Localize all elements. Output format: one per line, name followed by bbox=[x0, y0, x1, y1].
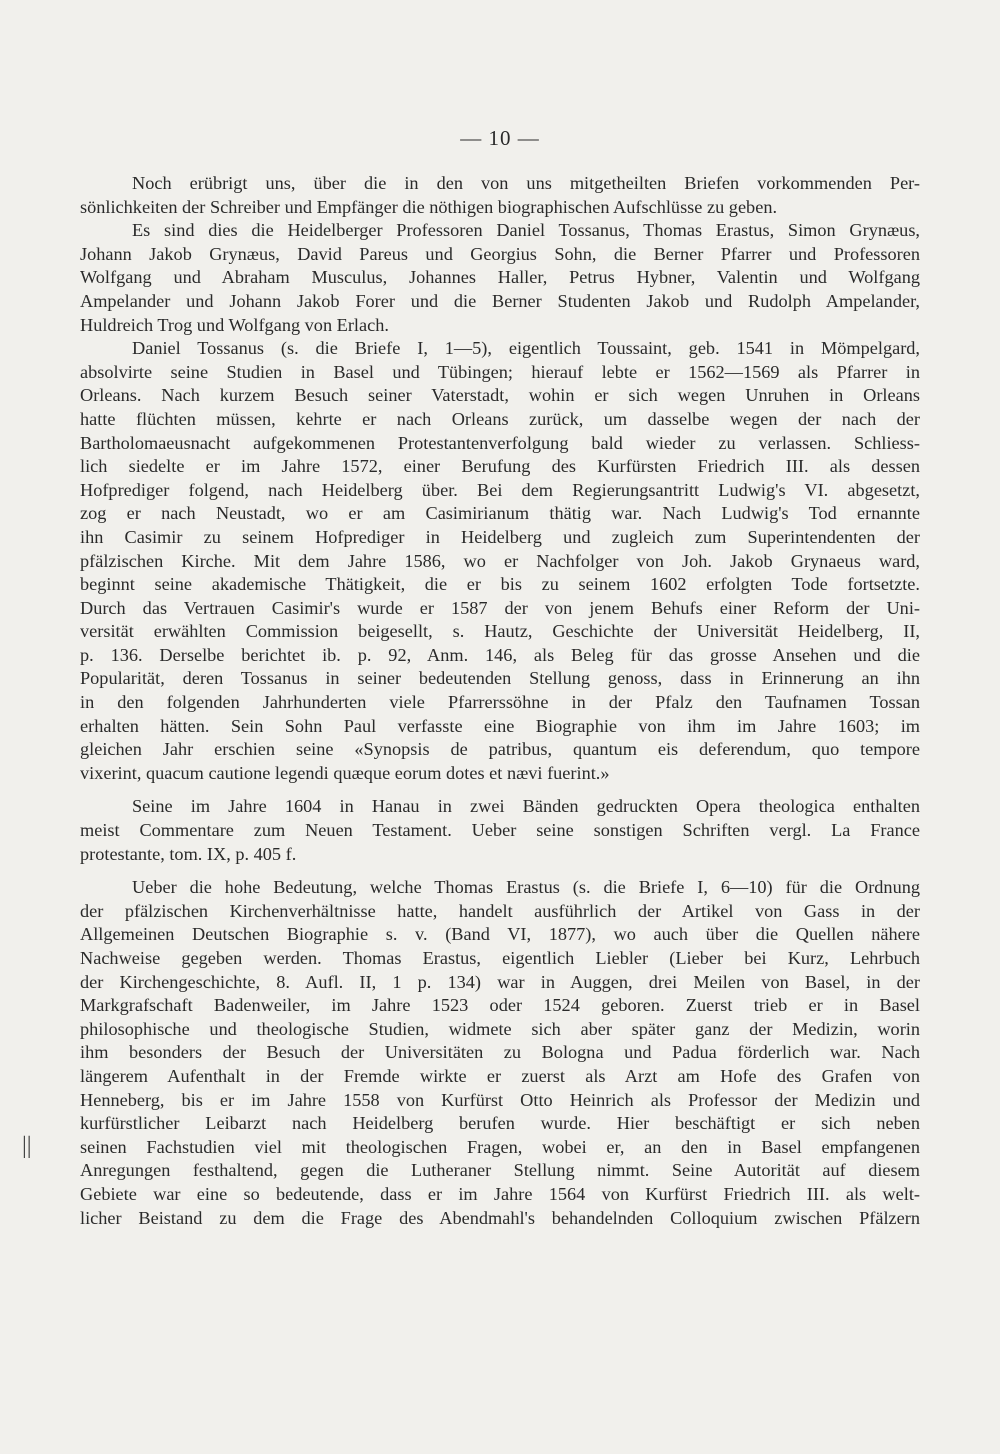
text-line: lich siedelte er im Jahre 1572, einer Berufung des Kurfürsten Friedrich III. als dessen bbox=[80, 456, 920, 477]
text-line: Seine im Jahre 1604 in Hanau in zwei Bänden gedruckten Opera theologica enthalten bbox=[132, 796, 920, 817]
text-line: Wolfgang und Abraham Musculus, Johannes Haller, Petrus Hybner, Valentin und Wolfgang bbox=[80, 267, 920, 288]
text-line: der Kirchengeschichte, 8. Aufl. II, 1 p. 134) war in Auggen, drei Meilen von Basel, in der bbox=[80, 971, 920, 992]
text-line: philosophische und theologische Studien, widmete sich aber später ganz der Medizin, worin bbox=[80, 1018, 920, 1039]
text-line: Orleans. Nach kurzem Besuch seiner Vaterstadt, wohin er sich wegen Unruhen in Orleans bbox=[80, 385, 920, 406]
text-line: Huldreich Trog und Wolfgang von Erlach. bbox=[80, 314, 389, 335]
text-line: Noch erübrigt uns, über die in den von uns mitgetheilten Briefen vorkommenden Per- bbox=[132, 173, 920, 193]
text-line: Hofprediger folgend, nach Heidelberg über. Bei dem Regierungsantritt Ludwig's VI. abgesetzt, bbox=[80, 479, 920, 500]
text-line: Henneberg, bis er im Jahre 1558 von Kurfürst Otto Heinrich als Professor der Medizin und bbox=[80, 1089, 920, 1110]
paragraph bbox=[80, 876, 920, 1230]
text-line: längerem Aufenthalt in der Fremde wirkte er zuerst als Arzt am Hofe des Grafen von bbox=[80, 1065, 920, 1086]
text-line: ihm besonders der Besuch der Universitäten zu Bologna und Padua förderlich war. Nach bbox=[80, 1042, 920, 1063]
text-line: Anregungen festhaltend, gegen die Lutheraner Stellung nimmt. Seine Autorität auf diesem bbox=[80, 1160, 920, 1181]
text-line: Bartholomaeusnacht aufgekommenen Protestantenverfolgung bald wieder zu verlassen. Schliess- bbox=[80, 432, 920, 453]
text-line: Markgrafschaft Badenweiler, im Jahre 1523 oder 1524 geboren. Zuerst trieb er in Basel bbox=[80, 995, 920, 1016]
paragraph-gap bbox=[80, 866, 920, 876]
text-line: seinen Fachstudien viel mit theologischen Fragen, wobei er, an den in Basel empfangenen bbox=[80, 1136, 920, 1157]
text-line: Johann Jakob Grynæus, David Pareus und Georgius Sohn, die Berner Pfarrer und Professoren bbox=[80, 243, 920, 264]
text-line: p. 136. Derselbe berichtet ib. p. 92, Anm. 146, als Beleg für das grosse Ansehen und die bbox=[80, 644, 920, 665]
text-line: vixerint, quacum cautione legendi quæque eorum dotes et nævi fuerint.» bbox=[80, 762, 610, 783]
text-line: meist Commentare zum Neuen Testament. Ueber seine sonstigen Schriften vergl. La France bbox=[80, 820, 920, 841]
text-line: Durch das Vertrauen Casimir's wurde er 1587 der von jenem Behufs einer Reform der Uni- bbox=[80, 597, 920, 618]
margin-mark: || bbox=[22, 1133, 32, 1159]
text-line: Allgemeinen Deutschen Biographie s. v. (Band VI, 1877), wo auch über die Quellen nähere bbox=[80, 924, 920, 945]
text-line: Ampelander und Johann Jakob Forer und die Berner Studenten Jakob und Rudolph Ampelander, bbox=[80, 290, 920, 311]
paragraph bbox=[80, 337, 920, 785]
text-line: gleichen Jahr erschien seine «Synopsis de patribus, quantum eis deferendum, quo tempore bbox=[80, 739, 920, 760]
text-line: kurfürstlicher Leibarzt nach Heidelberg berufen wurde. Hier beschäftigt er sich neben bbox=[80, 1113, 920, 1134]
text-line: absolvirte seine Studien in Basel und Tübingen; hierauf lebte er 1562—1569 als Pfarrer in bbox=[80, 361, 920, 382]
text-line: der pfälzischen Kirchenverhältnisse hatte, handelt ausführlich der Artikel von Gass in der bbox=[80, 900, 920, 921]
text-line: Popularität, deren Tossanus in seiner bedeutenden Stellung genoss, dass in Erinnerung an ihn bbox=[80, 668, 920, 689]
text-line: Nachweise gegeben werden. Thomas Erastus, eigentlich Liebler (Lieber bei Kurz, Lehrbuch bbox=[80, 948, 920, 968]
paragraph bbox=[80, 172, 920, 219]
paragraph-gap bbox=[80, 785, 920, 795]
text-line: beginnt seine akademische Thätigkeit, die er bis zu seinem 1602 erfolgten Tode fortsetzte. bbox=[80, 574, 920, 595]
text-line: versität erwählten Commission beigesellt, s. Hautz, Geschichte der Universität Heidelberg, II, bbox=[80, 621, 920, 642]
paragraph bbox=[80, 219, 920, 337]
text-line: in den folgenden Jahrhunderten viele Pfarrerssöhne in der Pfalz den Taufnamen Tossan bbox=[80, 692, 920, 713]
text-line: erhalten hätten. Sein Sohn Paul verfasste eine Biographie von ihm im Jahre 1603; im bbox=[80, 715, 920, 736]
text-body bbox=[80, 172, 920, 1230]
text-line: Ueber die hohe Bedeutung, welche Thomas Erastus (s. die Briefe I, 6—10) für die Ordnung bbox=[132, 877, 920, 898]
text-line: pfälzischen Kirche. Mit dem Jahre 1586, wo er Nachfolger von Joh. Jakob Grynaeus ward, bbox=[80, 550, 920, 571]
page-number: — 10 — bbox=[460, 126, 540, 150]
text-line: ihn Casimir zu seinem Hofprediger in Heidelberg und zugleich zum Superintendenten der bbox=[80, 526, 920, 547]
text-line: Gebiete war eine so bedeutende, dass er im Jahre 1564 von Kurfürst Friedrich III. als welt- bbox=[80, 1183, 920, 1204]
text-line: Daniel Tossanus (s. die Briefe I, 1—5), eigentlich Toussaint, geb. 1541 in Mömpelgard, bbox=[132, 338, 920, 359]
text-line: sönlichkeiten der Schreiber und Empfänger die nöthigen biographischen Aufschlüsse zu geben. bbox=[80, 196, 778, 217]
text-line: licher Beistand zu dem die Frage des Abendmahl's behandelnden Colloquium zwischen Pfälzern bbox=[80, 1207, 920, 1228]
text-line: hatte flüchten müssen, kehrte er nach Orleans zurück, um dasselbe wegen der nach der bbox=[80, 408, 920, 429]
text-line: Es sind dies die Heidelberger Professoren Daniel Tossanus, Thomas Erastus, Simon Grynæus, bbox=[132, 220, 920, 241]
text-line: protestante, tom. IX, p. 405 f. bbox=[80, 843, 297, 864]
paragraph bbox=[80, 795, 920, 866]
text-line: zog er nach Neustadt, wo er am Casimirianum thätig war. Nach Ludwig's Tod ernannte bbox=[80, 503, 920, 524]
